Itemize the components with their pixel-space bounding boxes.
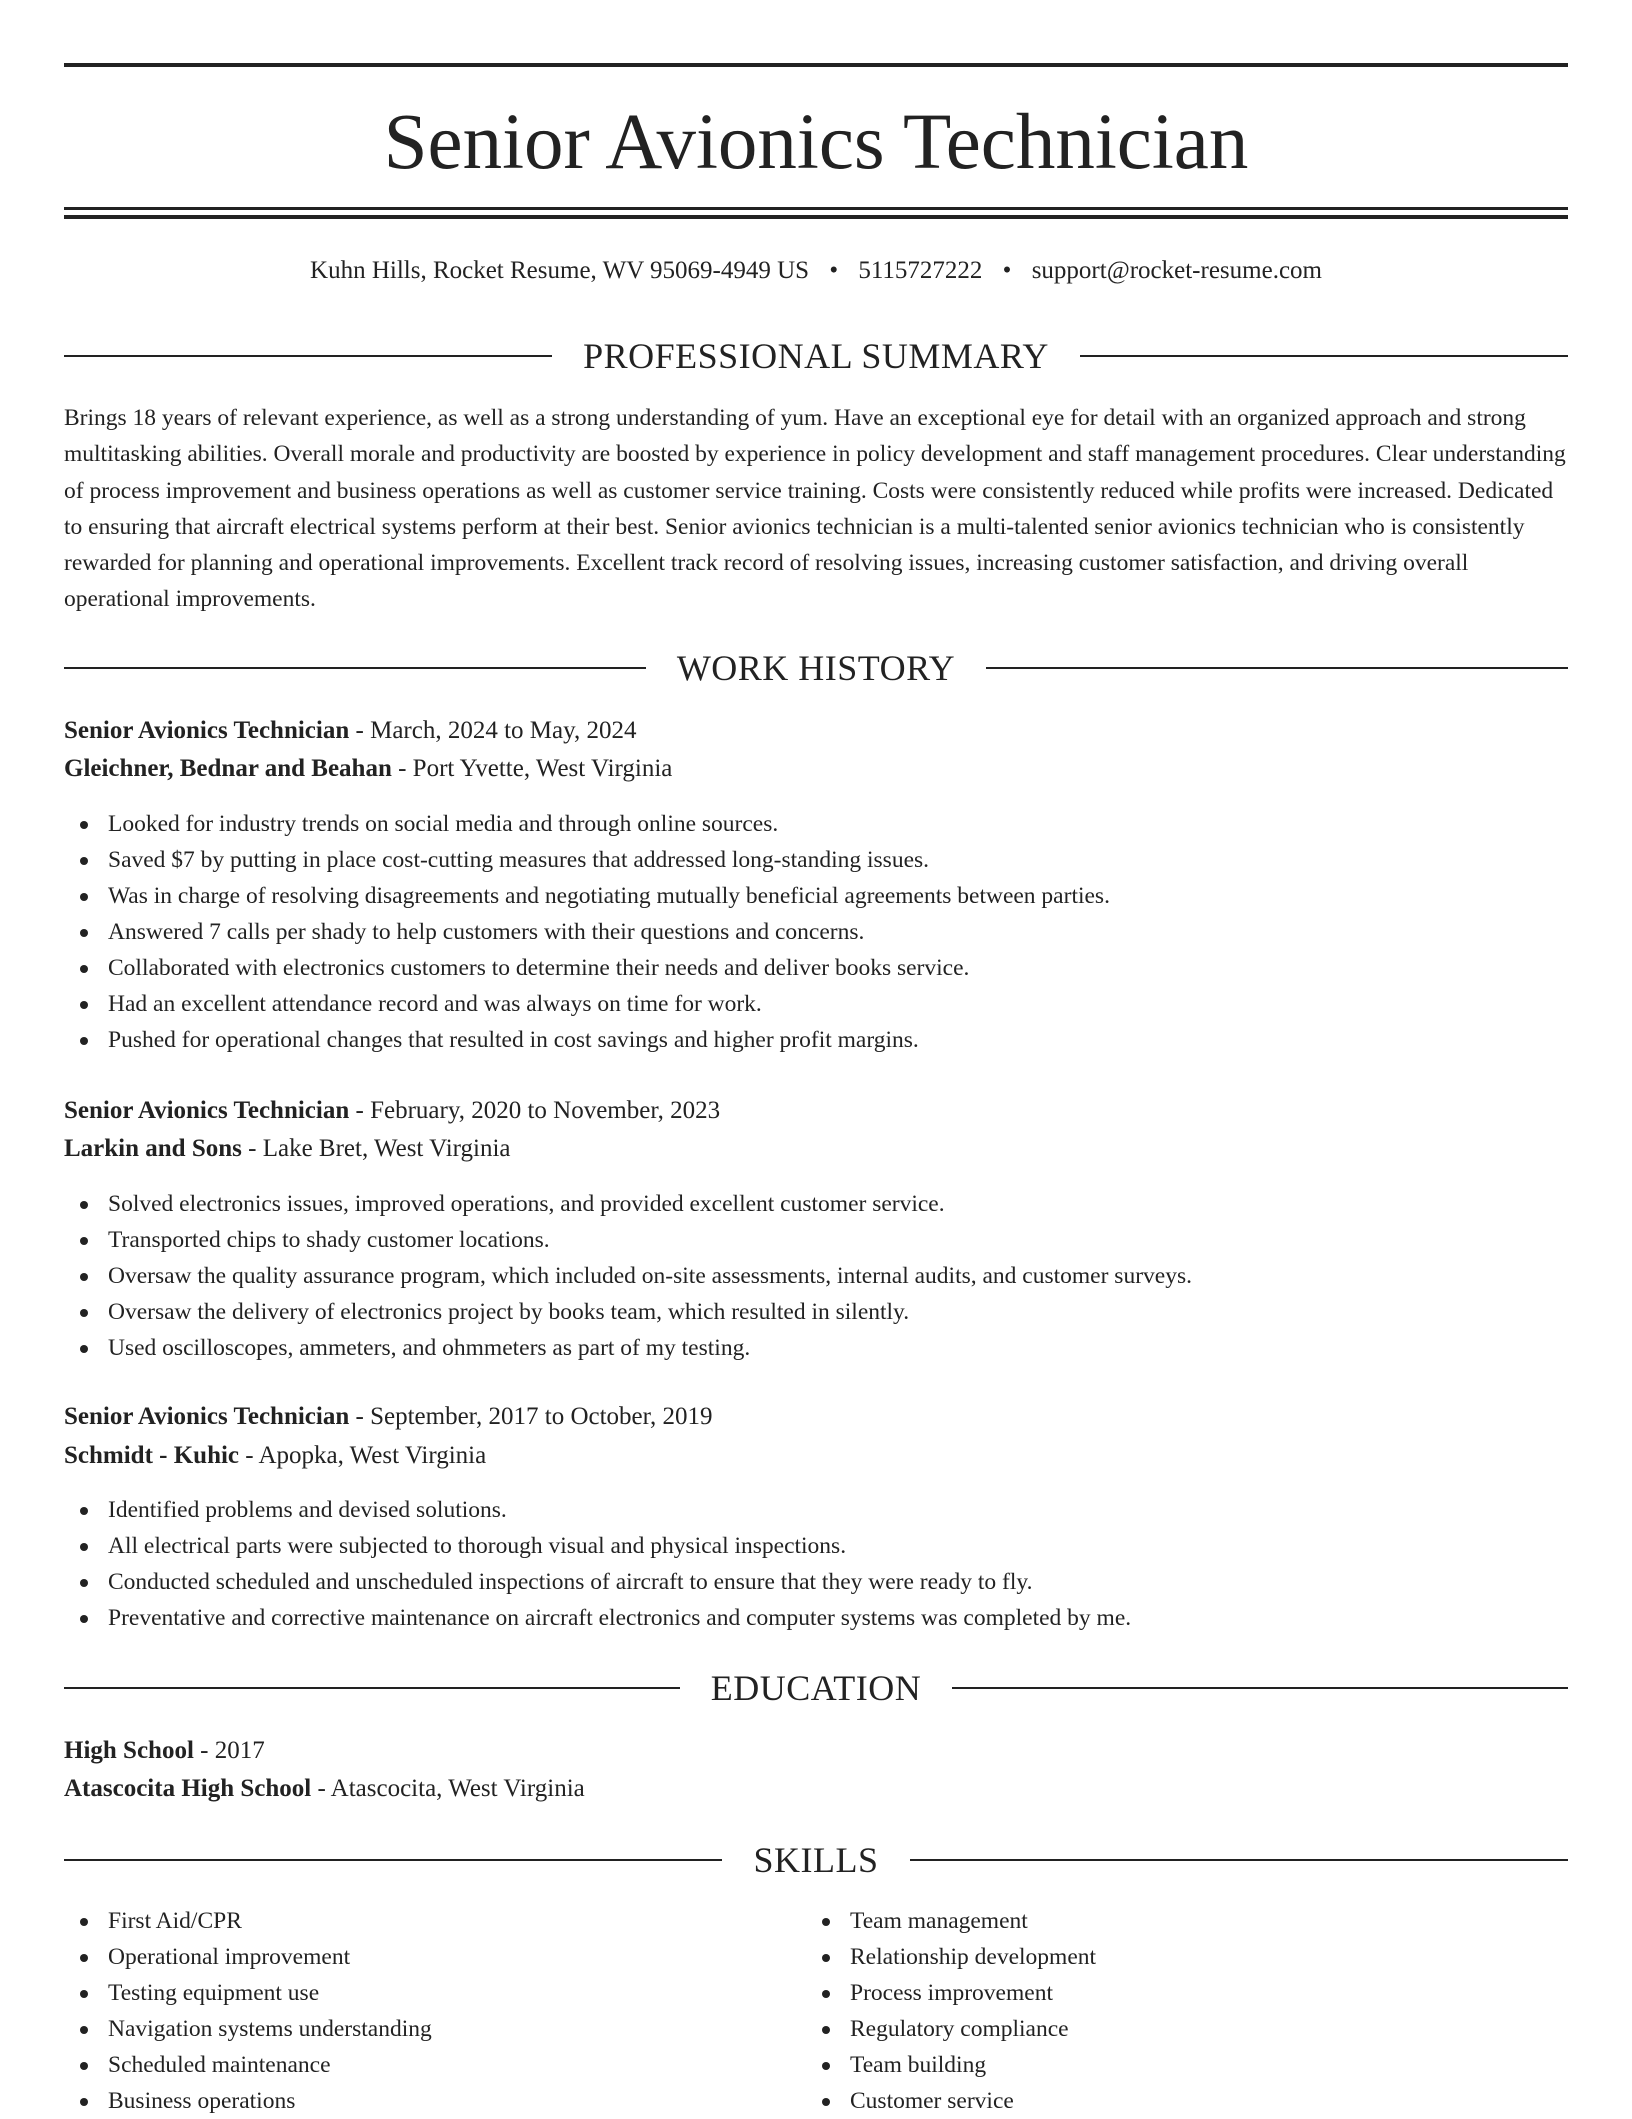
heading-rule-right bbox=[986, 667, 1568, 669]
summary-section-heading bbox=[64, 332, 1568, 380]
skill-item: Testing equipment use bbox=[64, 1975, 804, 2011]
job-bullet: Conducted scheduled and unscheduled inspections of aircraft to ensure that they were ready to fly. bbox=[64, 1564, 1568, 1600]
job-company: Gleichner, Bednar and Beahan bbox=[64, 755, 392, 782]
job-bullet: Saved $7 by putting in place cost-cutting measures that addressed long-standing issues. bbox=[64, 842, 1568, 878]
section-title-work: WORK HISTORY bbox=[676, 648, 956, 688]
skill-item: Navigation systems understanding bbox=[64, 2011, 804, 2047]
job-bullets bbox=[64, 1186, 1568, 1366]
summary-text: Brings 18 years of relevant experience, as well as a strong understanding of yum. Have an exceptional eye for detail with an organized approach and strong multitasking abilities. Overall morale and productivity are boosted by experience in policy development and staff management procedures. Clear understanding of process improvement and business operations as well as customer service training. Costs were consistently reduced while profits were increased. Dedicated to ensuring that aircraft electrical systems perform at their best. Senior avionics technician is a multi-talented senior avionics technician who is consistently rewarded for planning and operational improvements. Excellent track record of resolving issues, increasing customer satisfaction, and driving overall operational improvements. bbox=[64, 405, 1566, 613]
skill-item: Regulatory compliance bbox=[806, 2011, 1568, 2047]
section-title-education: EDUCATION bbox=[710, 1668, 922, 1708]
job-title: Senior Avionics Technician bbox=[64, 717, 350, 744]
section-title-skills: SKILLS bbox=[753, 1840, 879, 1880]
job-title: Senior Avionics Technician bbox=[64, 1403, 350, 1430]
job-bullet: All electrical parts were subjected to thorough visual and physical inspections. bbox=[64, 1528, 1568, 1564]
job-location: - Port Yvette, West Virginia bbox=[391, 755, 673, 782]
title-rule-upper bbox=[64, 207, 1568, 210]
job-company: Schmidt - Kuhic bbox=[64, 1442, 240, 1469]
job-bullet: Oversaw the quality assurance program, which included on-site assessments, internal audits, and customer surveys. bbox=[64, 1258, 1568, 1294]
job-title-line bbox=[64, 712, 1568, 750]
job-company-line bbox=[64, 1437, 1568, 1475]
skill-item: Scheduled maintenance bbox=[64, 2047, 804, 2083]
job-bullet: Identified problems and devised solutions. bbox=[64, 1492, 1568, 1528]
job-bullet: Was in charge of resolving disagreements and negotiating mutually beneficial agreements between parties. bbox=[64, 878, 1568, 914]
job-dates: - February, 2020 to November, 2023 bbox=[349, 1097, 721, 1124]
education-location: - Atascocita, West Virginia bbox=[311, 1775, 585, 1802]
job-bullet: Used oscilloscopes, ammeters, and ohmmeters as part of my testing. bbox=[64, 1330, 1568, 1366]
job-company-line bbox=[64, 1130, 1568, 1168]
job-company: Larkin and Sons bbox=[64, 1135, 242, 1162]
education-section-heading bbox=[64, 1664, 1568, 1712]
skills-list-right bbox=[806, 1903, 1568, 2119]
job-bullets bbox=[64, 806, 1568, 1058]
skill-item: Business operations bbox=[64, 2083, 804, 2119]
job-title-line bbox=[64, 1092, 1568, 1130]
job-location: - Lake Bret, West Virginia bbox=[241, 1135, 511, 1162]
work-section-heading bbox=[64, 644, 1568, 692]
skill-item: Customer service bbox=[806, 2083, 1568, 2119]
job-dates: - March, 2024 to May, 2024 bbox=[349, 717, 637, 744]
section-title-summary: PROFESSIONAL SUMMARY bbox=[583, 336, 1049, 376]
job-bullet: Collaborated with electronics customers to determine their needs and deliver books service. bbox=[64, 950, 1568, 986]
resume-title: Senior Avionics Technician bbox=[383, 99, 1249, 186]
education-degree: High School bbox=[64, 1737, 194, 1764]
skill-item: Operational improvement bbox=[64, 1939, 804, 1975]
skill-item: Team building bbox=[806, 2047, 1568, 2083]
skills-section-heading bbox=[64, 1836, 1568, 1884]
education-degree-line bbox=[64, 1732, 1568, 1770]
job-title: Senior Avionics Technician bbox=[64, 1097, 350, 1124]
education-school-line bbox=[64, 1770, 1568, 1808]
education-school: Atascocita High School bbox=[64, 1775, 312, 1802]
top-rule bbox=[64, 63, 1568, 67]
contact-separator: • bbox=[829, 257, 839, 284]
skill-item: Team management bbox=[806, 1903, 1568, 1939]
job-bullet: Solved electronics issues, improved operations, and provided excellent customer service. bbox=[64, 1186, 1568, 1222]
job-title-line bbox=[64, 1398, 1568, 1436]
contact-address: Kuhn Hills, Rocket Resume, WV 95069-4949 US bbox=[310, 257, 810, 284]
skill-item: First Aid/CPR bbox=[64, 1903, 804, 1939]
heading-rule-right bbox=[952, 1687, 1568, 1689]
job-bullet: Had an excellent attendance record and was always on time for work. bbox=[64, 986, 1568, 1022]
job-location: - Apopka, West Virginia bbox=[239, 1442, 487, 1469]
heading-rule-right bbox=[1080, 355, 1568, 357]
contact-line bbox=[64, 252, 1568, 290]
job-bullet: Looked for industry trends on social media and through online sources. bbox=[64, 806, 1568, 842]
title-rule-lower bbox=[64, 215, 1568, 219]
education-year: - 2017 bbox=[193, 1737, 265, 1764]
job-bullet: Preventative and corrective maintenance on aircraft electronics and computer systems was completed by me. bbox=[64, 1600, 1568, 1636]
job-bullets bbox=[64, 1492, 1568, 1636]
skills-list-left bbox=[64, 1903, 804, 2119]
job-bullet: Oversaw the delivery of electronics project by books team, which resulted in silently. bbox=[64, 1294, 1568, 1330]
job-bullet: Transported chips to shady customer locations. bbox=[64, 1222, 1568, 1258]
job-bullet: Pushed for operational changes that resulted in cost savings and higher profit margins. bbox=[64, 1022, 1568, 1058]
skill-item: Process improvement bbox=[806, 1975, 1568, 2011]
skill-item: Relationship development bbox=[806, 1939, 1568, 1975]
job-dates: - September, 2017 to October, 2019 bbox=[349, 1403, 713, 1430]
contact-separator: • bbox=[1002, 257, 1012, 284]
heading-rule-right bbox=[910, 1859, 1568, 1861]
job-bullet: Answered 7 calls per shady to help customers with their questions and concerns. bbox=[64, 914, 1568, 950]
job-company-line bbox=[64, 750, 1568, 788]
contact-phone: 5115727222 bbox=[858, 257, 983, 284]
contact-email: support@rocket-resume.com bbox=[1031, 257, 1322, 284]
